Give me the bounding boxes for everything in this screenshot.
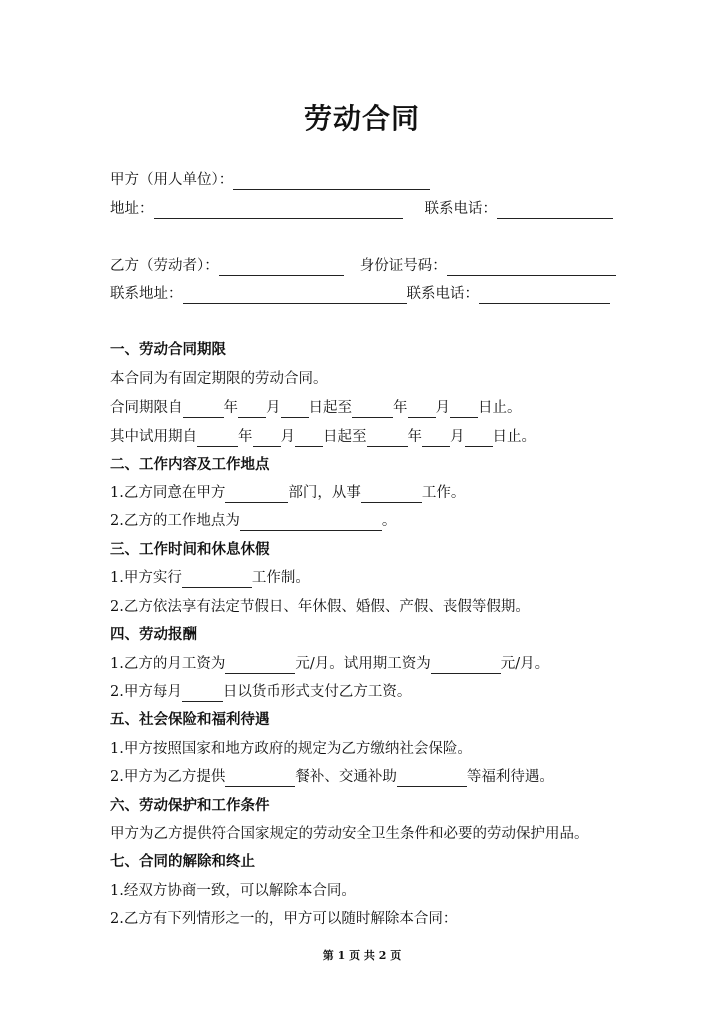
- start-year-field[interactable]: [183, 402, 224, 418]
- probation-end-month-field[interactable]: [422, 431, 450, 447]
- probation-end-year-field[interactable]: [367, 431, 408, 447]
- pay-day-row: [110, 682, 411, 702]
- job-field[interactable]: [361, 487, 422, 503]
- text-segment: 月: [280, 429, 295, 445]
- text-segment: 1.乙方的月工资为: [110, 656, 226, 672]
- text-segment: 年: [223, 400, 238, 416]
- section-heading: 七、合同的解除和终止: [110, 853, 255, 870]
- text-segment: 月: [266, 400, 281, 416]
- party-a-row: [110, 170, 430, 190]
- end-year-field[interactable]: [352, 402, 393, 418]
- work-location-field[interactable]: [240, 515, 382, 531]
- party-b-address-row: [110, 284, 610, 304]
- party-a-phone-label: 联系电话：: [424, 201, 497, 217]
- text-segment: 日起至: [308, 400, 352, 416]
- text-segment: 年: [238, 429, 253, 445]
- contract-term-row: [110, 398, 522, 418]
- party-b-id-label: 身份证号码：: [359, 258, 447, 274]
- text-segment: 合同期限自: [110, 400, 183, 416]
- text-segment: 元/月。试用期工资为: [295, 656, 431, 672]
- work-location-row: [110, 511, 396, 531]
- text-segment: 1.乙方同意在甲方: [110, 485, 226, 501]
- section-heading: 六、劳动保护和工作条件: [110, 797, 270, 814]
- section-text: 1.经双方协商一致，可以解除本合同。: [110, 883, 356, 899]
- text-segment: 月: [450, 429, 465, 445]
- text-segment: 工作制。: [251, 570, 310, 586]
- section-text: 2.乙方有下列情形之一的，甲方可以随时解除本合同：: [110, 911, 458, 927]
- party-b-address-label: 联系地址：: [110, 286, 183, 302]
- text-segment: 2.甲方为乙方提供: [110, 769, 226, 785]
- party-a-name-field[interactable]: [233, 174, 430, 190]
- party-a-address-label: 地址：: [110, 201, 154, 217]
- section-text: 本合同为有固定期限的劳动合同。: [110, 371, 328, 387]
- section-heading: 二、工作内容及工作地点: [110, 456, 270, 473]
- transport-allowance-field[interactable]: [397, 771, 467, 787]
- probation-start-month-field[interactable]: [253, 431, 281, 447]
- party-b-row: [110, 256, 616, 276]
- party-a-address-row: [110, 199, 613, 219]
- start-month-field[interactable]: [238, 402, 266, 418]
- start-day-field[interactable]: [281, 402, 309, 418]
- text-segment: 2.乙方的工作地点为: [110, 513, 240, 529]
- work-hours-row: [110, 568, 310, 588]
- party-a-address-field[interactable]: [154, 203, 403, 219]
- text-segment: 日起至: [323, 429, 367, 445]
- pay-day-field[interactable]: [182, 686, 223, 702]
- probation-end-day-field[interactable]: [465, 431, 493, 447]
- section-heading: 三、工作时间和休息休假: [110, 541, 270, 558]
- section-heading: 四、劳动报酬: [110, 626, 197, 643]
- probation-term-row: [110, 427, 536, 447]
- department-field[interactable]: [225, 487, 288, 503]
- text-segment: 日以货币形式支付乙方工资。: [222, 684, 412, 700]
- page-footer: 第 1 页 共 2 页: [322, 949, 402, 962]
- text-segment: 部门，从事: [288, 485, 361, 501]
- party-b-id-field[interactable]: [447, 260, 616, 276]
- party-b-label: 乙方（劳动者）：: [110, 258, 219, 274]
- party-a-phone-field[interactable]: [497, 203, 613, 219]
- text-segment: 2.甲方每月: [110, 684, 182, 700]
- probation-salary-field[interactable]: [431, 658, 501, 674]
- text-segment: 等福利待遇。: [466, 769, 554, 785]
- section-text: 1.甲方按照国家和地方政府的规定为乙方缴纳社会保险。: [110, 741, 472, 757]
- meal-allowance-field[interactable]: [225, 771, 295, 787]
- party-b-name-field[interactable]: [219, 260, 344, 276]
- salary-row: [110, 654, 549, 674]
- text-segment: 其中试用期自: [110, 429, 197, 445]
- party-b-phone-field[interactable]: [479, 288, 610, 304]
- end-month-field[interactable]: [408, 402, 436, 418]
- benefits-row: [110, 767, 554, 787]
- end-day-field[interactable]: [450, 402, 478, 418]
- section-text: 甲方为乙方提供符合国家规定的劳动安全卫生条件和必要的劳动保护用品。: [110, 826, 589, 842]
- text-segment: 餐补、交通补助: [295, 769, 397, 785]
- party-b-phone-label: 联系电话：: [406, 286, 479, 302]
- text-segment: 元/月。: [500, 656, 550, 672]
- text-segment: 工作。: [421, 485, 466, 501]
- party-b-address-field[interactable]: [183, 288, 407, 304]
- text-segment: 年: [407, 429, 422, 445]
- section-heading: 五、社会保险和福利待遇: [110, 711, 270, 728]
- text-segment: 。: [381, 513, 397, 529]
- text-segment: 年: [393, 400, 408, 416]
- section-heading: 一、劳动合同期限: [110, 341, 226, 358]
- probation-start-year-field[interactable]: [197, 431, 238, 447]
- probation-start-day-field[interactable]: [295, 431, 323, 447]
- text-segment: 月: [435, 400, 450, 416]
- party-a-label: 甲方（用人单位）：: [110, 172, 234, 188]
- work-system-field[interactable]: [182, 572, 252, 588]
- monthly-salary-field[interactable]: [225, 658, 295, 674]
- page-title: 劳动合同: [303, 102, 420, 135]
- text-segment: 1.甲方实行: [110, 570, 182, 586]
- work-content-row: [110, 483, 465, 503]
- section-text: 2.乙方依法享有法定节假日、年休假、婚假、产假、丧假等假期。: [110, 599, 530, 615]
- text-segment: 日止。: [478, 400, 522, 416]
- text-segment: 日止。: [492, 429, 536, 445]
